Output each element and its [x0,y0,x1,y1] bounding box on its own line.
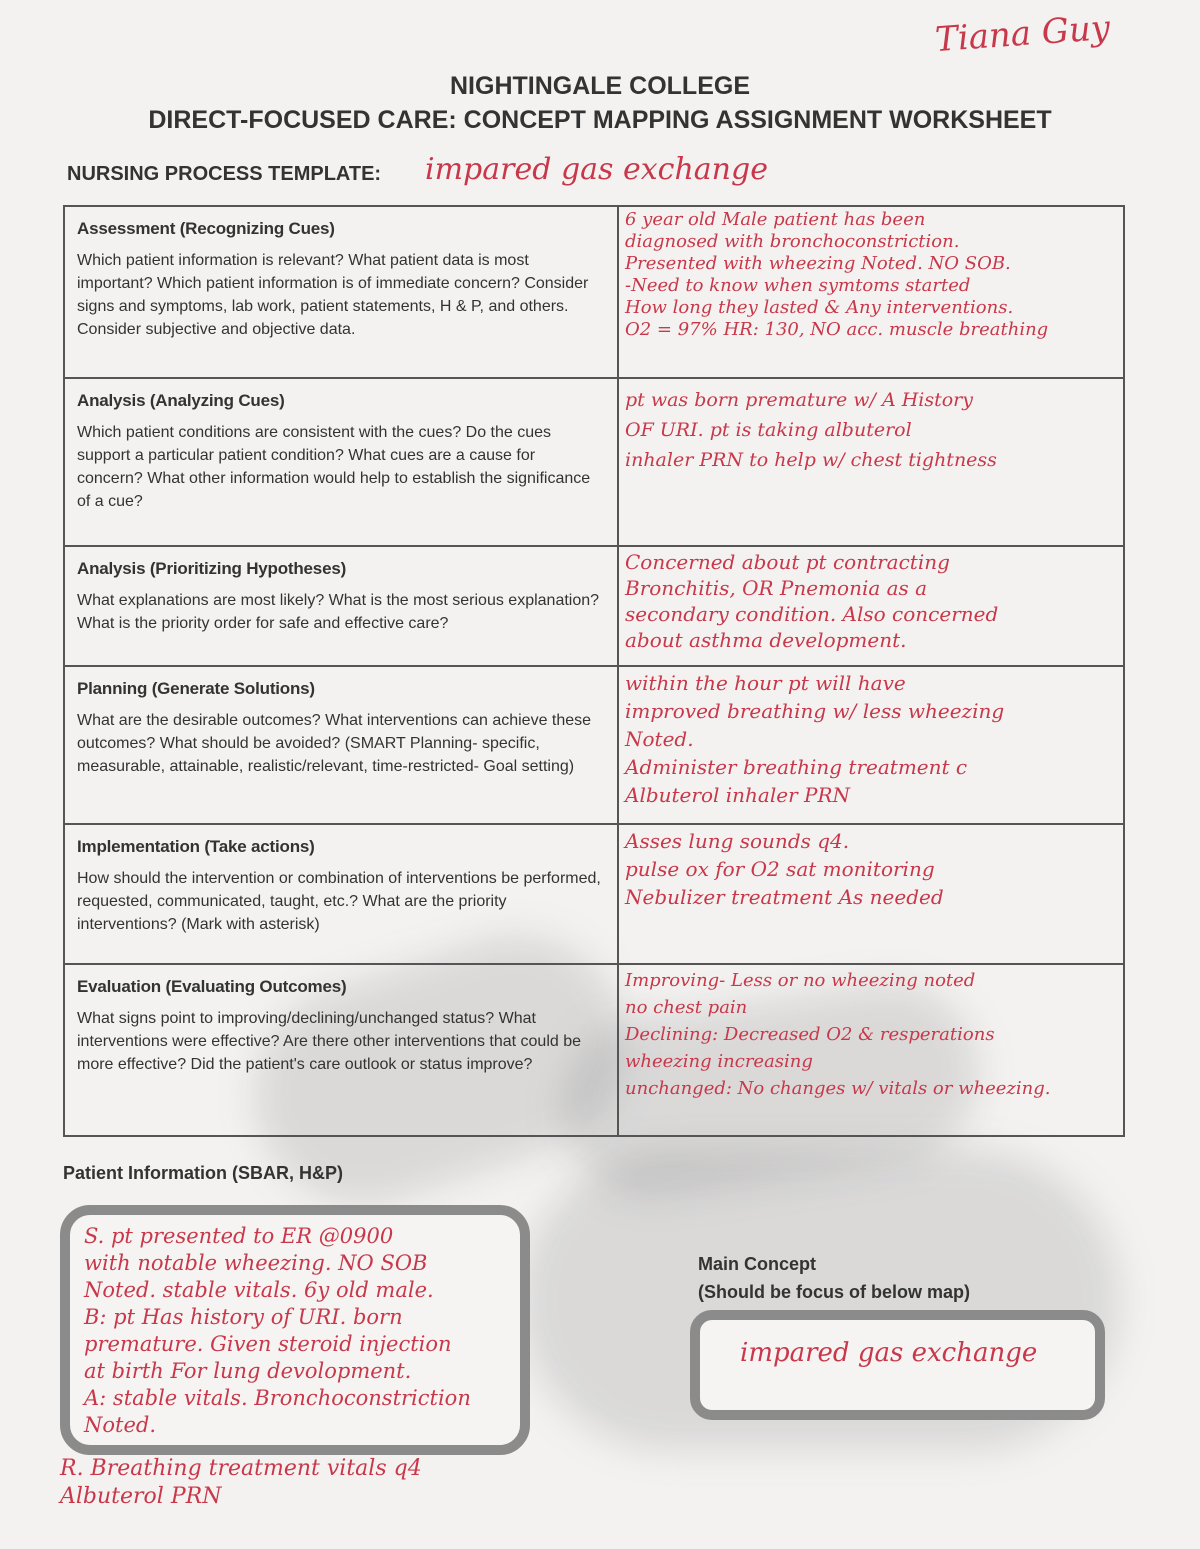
question-cell [64,964,618,1136]
table-row [64,824,1124,964]
main-concept-value[interactable]: impared gas exchange [740,1338,1038,1368]
template-value[interactable]: impared gas exchange [425,152,768,187]
row-title: Planning (Generate Solutions) [77,679,315,698]
table-row [64,964,1124,1136]
patient-info-text[interactable]: S. pt presented to ER @0900 with notable wheezing. NO SOB Noted. stable vitals. 6y old male. B: pt Has history of URI. born premature. Given steroid injection at birth For lung devolopment. A: stable vitals. Bronchoconstriction Noted. [84,1224,471,1437]
patient-info-box[interactable] [60,1205,530,1455]
row-question: What are the desirable outcomes? What interventions can achieve these outcomes? What should be avoided? (SMART Planning- specific, measurable, attainable, realistic/relevant, time-restricted- Goal setting) [77,712,592,775]
nursing-process-table [63,205,1125,1137]
question-cell [64,666,618,824]
row-answer[interactable]: pt was born premature w/ A History OF URI. pt is taking albuterol inhaler PRN to help w/ chest tightness [625,389,997,471]
answer-cell[interactable] [618,666,1124,824]
answer-cell[interactable] [618,824,1124,964]
question-cell [64,824,618,964]
table-row [64,546,1124,666]
answer-cell[interactable] [618,378,1124,546]
row-title: Evaluation (Evaluating Outcomes) [77,977,347,996]
row-title: Analysis (Analyzing Cues) [77,391,285,410]
patient-info-recommendation[interactable]: R. Breathing treatment vitals q4 Albuterol PRN [60,1456,422,1509]
row-question: What explanations are most likely? What is the most serious explanation? What is the priority order for safe and effective care? [77,592,600,632]
row-title: Analysis (Prioritizing Hypotheses) [77,559,347,578]
worksheet-title: DIRECT-FOCUSED CARE: CONCEPT MAPPING ASSIGNMENT WORKSHEET [148,106,1052,134]
answer-cell[interactable] [618,964,1124,1136]
question-cell [64,378,618,546]
template-label: NURSING PROCESS TEMPLATE: [67,163,382,185]
row-question: Which patient conditions are consistent with the cues? Do the cues support a particular patient condition? What cues are a cause for concern? What other information would help to establish the significance of a cue? [77,424,591,510]
main-concept-title: Main Concept [698,1254,817,1274]
question-cell [64,546,618,666]
main-concept-subtitle: (Should be focus of below map) [698,1282,970,1302]
row-title: Assessment (Recognizing Cues) [77,219,335,238]
row-answer[interactable]: 6 year old Male patient has been diagnosed with bronchoconstriction. Presented with wheezing Noted. NO SOB. -Need to know when symtoms started How long they lasted & Any interventions. O2 = 97% HR: 130, NO acc. muscle breathing [625,209,1049,340]
college-title: NIGHTINGALE COLLEGE [450,72,750,100]
row-answer[interactable]: Asses lung sounds q4. pulse ox for O2 sat monitoring Nebulizer treatment As needed [625,829,944,909]
row-question: How should the intervention or combination of interventions be performed, requested, communicated, taught, etc.? What are the priority interventions? (Mark with asterisk) [77,870,601,933]
main-concept-label [698,1250,970,1306]
answer-cell[interactable] [618,206,1124,378]
row-answer[interactable]: Concerned about pt contracting Bronchitis, OR Pnemonia as a secondary condition. Also concerned about asthma development. [625,550,999,652]
table-row [64,666,1124,824]
question-cell [64,206,618,378]
row-answer[interactable]: within the hour pt will have improved breathing w/ less wheezing Noted. Administer breathing treatment c Albuterol inhaler PRN [625,671,1005,807]
row-question: What signs point to improving/declining/unchanged status? What interventions were effective? Are there other interventions that could be more effective? Did the patient's care outlook or status improve? [77,1010,582,1073]
row-answer[interactable]: Improving- Less or no wheezing noted no chest pain Declining: Decreased O2 & resperations wheezing increasing unchanged: No changes w/ vitals or wheezing. [625,970,1051,1099]
table-row [64,378,1124,546]
answer-cell[interactable] [618,546,1124,666]
table-row [64,206,1124,378]
row-title: Implementation (Take actions) [77,837,315,856]
student-signature: Tiana Guy [933,7,1112,61]
main-concept-box[interactable] [690,1310,1105,1420]
patient-info-label: Patient Information (SBAR, H&P) [63,1163,344,1183]
row-question: Which patient information is relevant? What patient data is most important? Which patient information is of immediate concern? Consider signs and symptoms, lab work, patient statements, H & P, and others. Consider subjective and objective data. [77,252,589,338]
